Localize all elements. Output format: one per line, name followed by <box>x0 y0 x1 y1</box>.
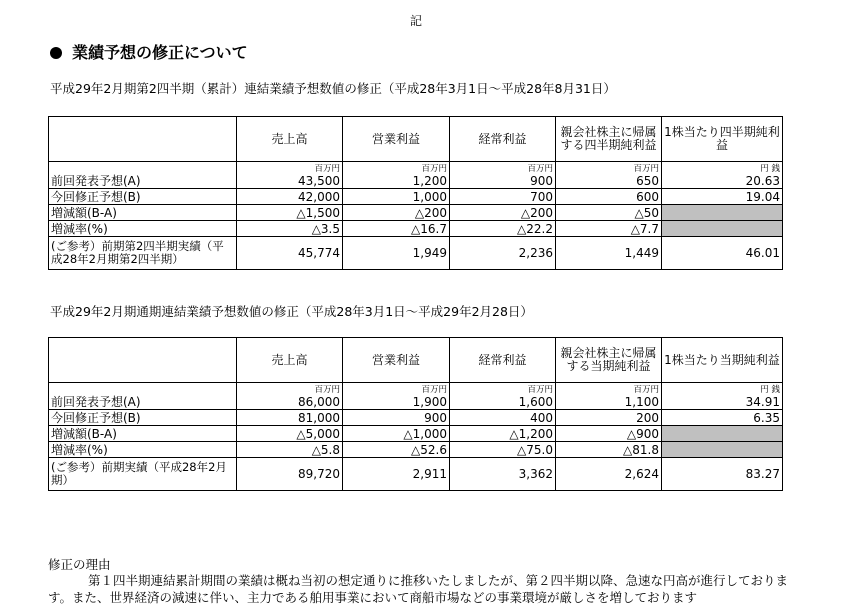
table-cell: 34.91 <box>662 395 783 410</box>
table-row <box>49 174 783 189</box>
table-row <box>49 426 783 442</box>
table-cell: △1,200 <box>450 426 556 442</box>
row-label: 今回修正予想(B) <box>49 410 237 426</box>
section-heading-text: 業績予想の修正について <box>72 43 248 62</box>
table-cell: 46.01 <box>662 237 783 270</box>
table-cell: 900 <box>450 174 556 189</box>
table-cell: 1,000 <box>343 189 450 205</box>
table-cell: △1,000 <box>343 426 450 442</box>
table-cell: 89,720 <box>237 458 343 491</box>
table-cell: 400 <box>450 410 556 426</box>
table2-header-blank <box>49 338 237 383</box>
table-cell: 1,100 <box>556 395 662 410</box>
table1-header-blank <box>49 117 237 162</box>
table-cell: 2,911 <box>343 458 450 491</box>
table-row <box>49 395 783 410</box>
table1-header: 経常利益 <box>450 117 556 162</box>
row-label: 増減率(%) <box>49 442 237 458</box>
table-cell: 2,624 <box>556 458 662 491</box>
table-cell: 3,362 <box>450 458 556 491</box>
row-label: 増減額(B-A) <box>49 426 237 442</box>
table2-header: 営業利益 <box>343 338 450 383</box>
unit-label: 百万円 <box>237 162 343 174</box>
table-row <box>49 205 783 221</box>
table-cell: 1,949 <box>343 237 450 270</box>
table2-unit-row <box>49 383 783 395</box>
table1 <box>48 116 783 270</box>
table-cell: △7.7 <box>556 221 662 237</box>
table2-header: 1株当たり当期純利益 <box>662 338 783 383</box>
table1-header-row <box>49 117 783 162</box>
row-label: 増減額(B-A) <box>49 205 237 221</box>
row-label: 前回発表予想(A) <box>49 395 237 410</box>
table1-unit-row <box>49 162 783 174</box>
table-cell: △50 <box>556 205 662 221</box>
table-cell: △3.5 <box>237 221 343 237</box>
reason-text: 第１四半期連結累計期間の業績は概ね当初の想定通りに推移いたしましたが、第２四半期以降、急速な円高が進行しております。また、世界経済の減速に伴い、主力である舶用事業において商船市場などの事業環境が厳しさを増しております <box>48 573 789 605</box>
table-cell: 20.63 <box>662 174 783 189</box>
table-cell: 650 <box>556 174 662 189</box>
table2-header: 経常利益 <box>450 338 556 383</box>
table2-header: 親会社株主に帰属する当期純利益 <box>556 338 662 383</box>
shaded-cell <box>662 205 783 221</box>
table-cell: 1,600 <box>450 395 556 410</box>
table2-caption: 平成29年2月期通期連結業績予想数値の修正（平成28年3月1日～平成29年2月28日） <box>50 304 533 319</box>
table2-header: 売上高 <box>237 338 343 383</box>
bullet-icon <box>50 47 62 59</box>
table-cell: △900 <box>556 426 662 442</box>
table-cell: △75.0 <box>450 442 556 458</box>
table-cell: 600 <box>556 189 662 205</box>
shaded-cell <box>662 426 783 442</box>
table-cell: 86,000 <box>237 395 343 410</box>
table-row <box>49 410 783 426</box>
table-cell: 2,236 <box>450 237 556 270</box>
reason-title: 修正の理由 <box>48 557 111 572</box>
table-cell: 6.35 <box>662 410 783 426</box>
table-cell: 43,500 <box>237 174 343 189</box>
shaded-cell <box>662 221 783 237</box>
table-cell: △5.8 <box>237 442 343 458</box>
row-label: (ご参考）前期実績（平成28年2月期） <box>49 458 237 491</box>
unit-label: 円 銭 <box>662 383 783 395</box>
document-marker: 記 <box>410 14 423 28</box>
unit-label: 百万円 <box>237 383 343 395</box>
table-cell: 1,449 <box>556 237 662 270</box>
table1-header: 1株当たり四半期純利益 <box>662 117 783 162</box>
unit-label: 百万円 <box>343 162 450 174</box>
table-cell: △81.8 <box>556 442 662 458</box>
table1-header: 親会社株主に帰属する四半期純利益 <box>556 117 662 162</box>
table-cell: △1,500 <box>237 205 343 221</box>
table-cell: 200 <box>556 410 662 426</box>
section-heading <box>50 40 248 63</box>
unit-label: 百万円 <box>450 162 556 174</box>
table-row <box>49 189 783 205</box>
table-row <box>49 237 783 270</box>
unit-label: 百万円 <box>343 383 450 395</box>
table-cell: 83.27 <box>662 458 783 491</box>
table-cell: 81,000 <box>237 410 343 426</box>
table-row <box>49 442 783 458</box>
table-row <box>49 458 783 491</box>
table1-header: 営業利益 <box>343 117 450 162</box>
table-cell: △200 <box>450 205 556 221</box>
row-label: 増減率(%) <box>49 221 237 237</box>
table-row <box>49 221 783 237</box>
table2-unit-blank <box>49 383 237 395</box>
table2-header-row <box>49 338 783 383</box>
table-cell: 45,774 <box>237 237 343 270</box>
table-cell: 900 <box>343 410 450 426</box>
table-cell: △200 <box>343 205 450 221</box>
table-cell: 42,000 <box>237 189 343 205</box>
table-cell: △16.7 <box>343 221 450 237</box>
unit-label: 円 銭 <box>662 162 783 174</box>
row-label: (ご参考）前期第2四半期実績（平成28年2月期第2四半期） <box>49 237 237 270</box>
table-cell: 1,200 <box>343 174 450 189</box>
unit-label: 百万円 <box>556 383 662 395</box>
table2 <box>48 337 783 491</box>
table-cell: △52.6 <box>343 442 450 458</box>
table-cell: 700 <box>450 189 556 205</box>
table1-header: 売上高 <box>237 117 343 162</box>
table1-unit-blank <box>49 162 237 174</box>
table-cell: 1,900 <box>343 395 450 410</box>
row-label: 今回修正予想(B) <box>49 189 237 205</box>
table1-caption: 平成29年2月期第2四半期（累計）連結業績予想数値の修正（平成28年3月1日～平成28年8月31日） <box>50 81 616 96</box>
table-cell: △5,000 <box>237 426 343 442</box>
unit-label: 百万円 <box>450 383 556 395</box>
table-cell: 19.04 <box>662 189 783 205</box>
table-cell: △22.2 <box>450 221 556 237</box>
shaded-cell <box>662 442 783 458</box>
unit-label: 百万円 <box>556 162 662 174</box>
row-label: 前回発表予想(A) <box>49 174 237 189</box>
